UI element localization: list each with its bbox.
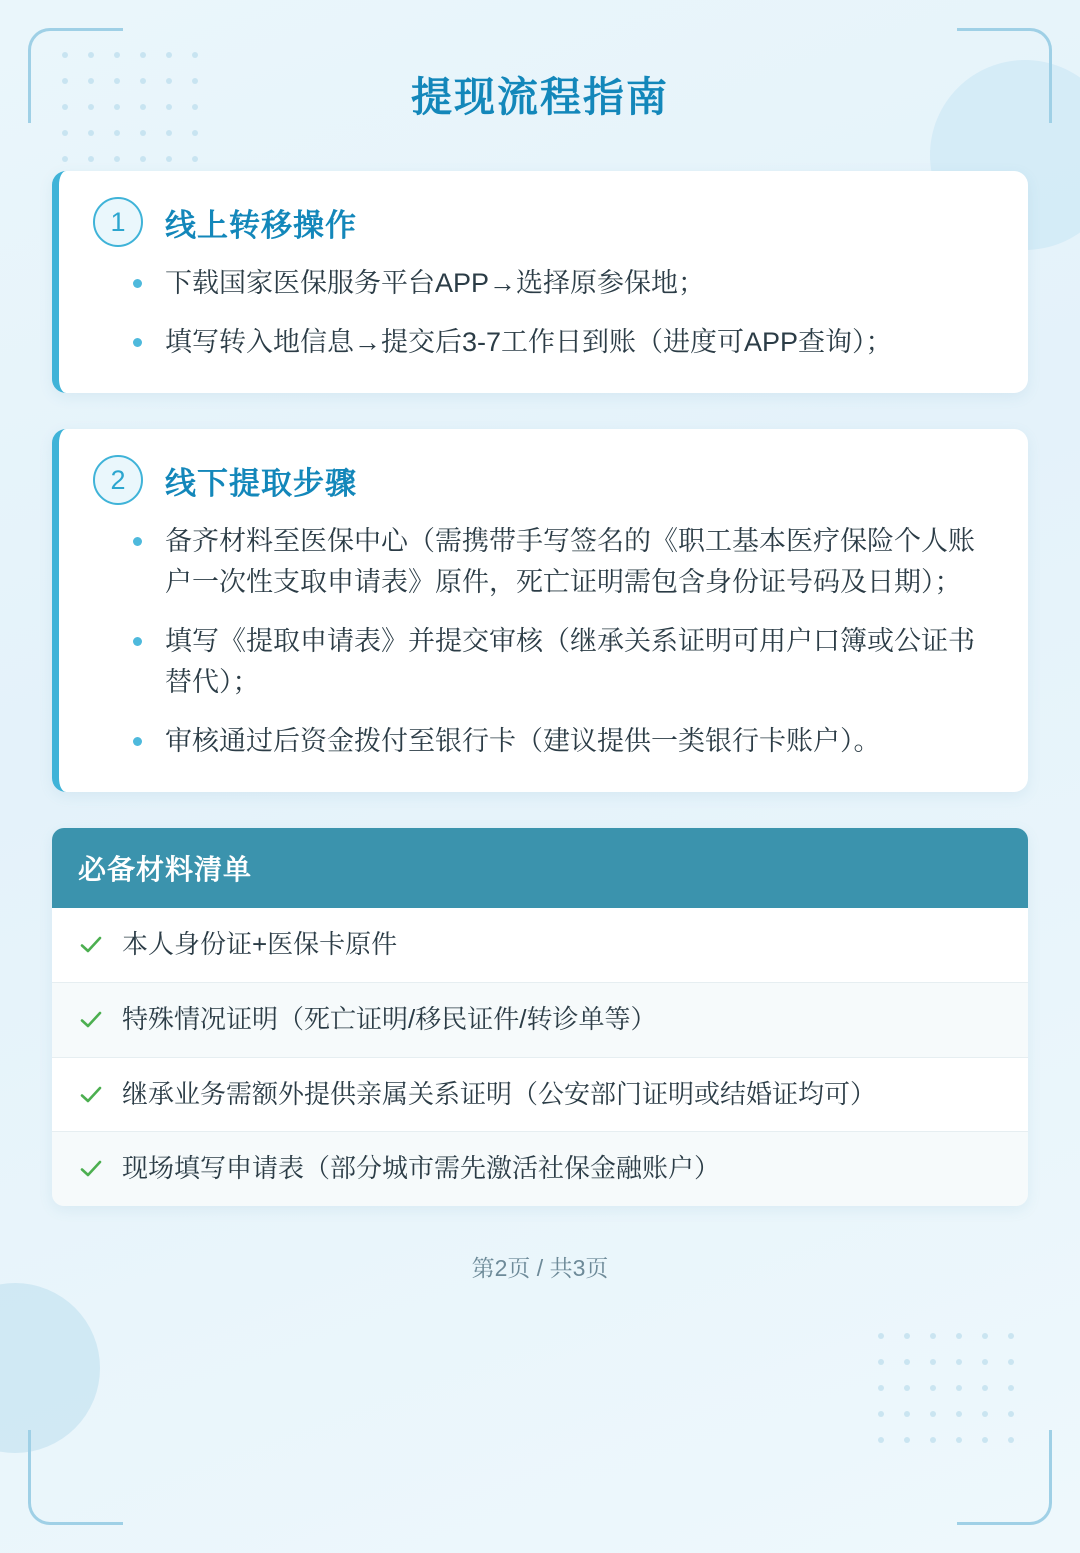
list-item: 备齐材料至医保中心（需携带手写签名的《职工基本医疗保险个人账户一次性支取申请表》原件，死亡证明需包含身份证号码及日期）； xyxy=(125,521,994,603)
required-materials-checklist xyxy=(52,828,1028,1206)
list-item: 填写《提取申请表》并提交审核（继承关系证明可用户口簿或公证书替代）； xyxy=(125,621,994,703)
step-header-1 xyxy=(93,197,994,247)
checklist-row xyxy=(52,1058,1028,1133)
check-icon xyxy=(78,932,104,958)
checklist-item-label: 本人身份证+医保卡原件 xyxy=(122,929,398,960)
step-number-badge-2: 2 xyxy=(93,455,143,505)
step-list-1 xyxy=(93,263,994,363)
check-icon xyxy=(78,1156,104,1182)
step-header-2 xyxy=(93,455,994,505)
step-title-1: 线上转移操作 xyxy=(165,207,357,243)
step-title-2: 线下提取步骤 xyxy=(165,465,357,501)
decorative-dot-grid-bottom-right xyxy=(878,1333,1028,1443)
checklist-item-label: 特殊情况证明（死亡证明/移民证件/转诊单等） xyxy=(122,1003,657,1034)
checklist-title: 必备材料清单 xyxy=(52,828,1028,908)
page-title: 提现流程指南 xyxy=(411,74,669,120)
checklist-item-label: 继承业务需额外提供亲属关系证明（公安部门证明或结婚证均可） xyxy=(122,1078,877,1109)
list-item: 填写转入地信息→提交后3-7工作日到账（进度可APP查询）； xyxy=(125,322,994,363)
corner-frame-bottom-left xyxy=(28,1430,123,1525)
check-icon xyxy=(78,1082,104,1108)
step-card-2 xyxy=(52,429,1028,792)
checklist-row xyxy=(52,908,1028,983)
step-number-badge-1: 1 xyxy=(93,197,143,247)
corner-frame-bottom-right xyxy=(957,1430,1052,1525)
step-list-2 xyxy=(93,521,994,762)
checklist-row xyxy=(52,983,1028,1058)
checklist-row xyxy=(52,1132,1028,1206)
list-item: 审核通过后资金拨付至银行卡（建议提供一类银行卡账户）。 xyxy=(125,721,994,762)
check-icon xyxy=(78,1007,104,1033)
page-number-footer: 第2页 / 共3页 xyxy=(471,1254,609,1281)
step-card-1 xyxy=(52,171,1028,393)
list-item: 下载国家医保服务平台APP→选择原参保地； xyxy=(125,263,994,304)
checklist-item-label: 现场填写申请表（部分城市需先激活社保金融账户） xyxy=(122,1153,721,1184)
